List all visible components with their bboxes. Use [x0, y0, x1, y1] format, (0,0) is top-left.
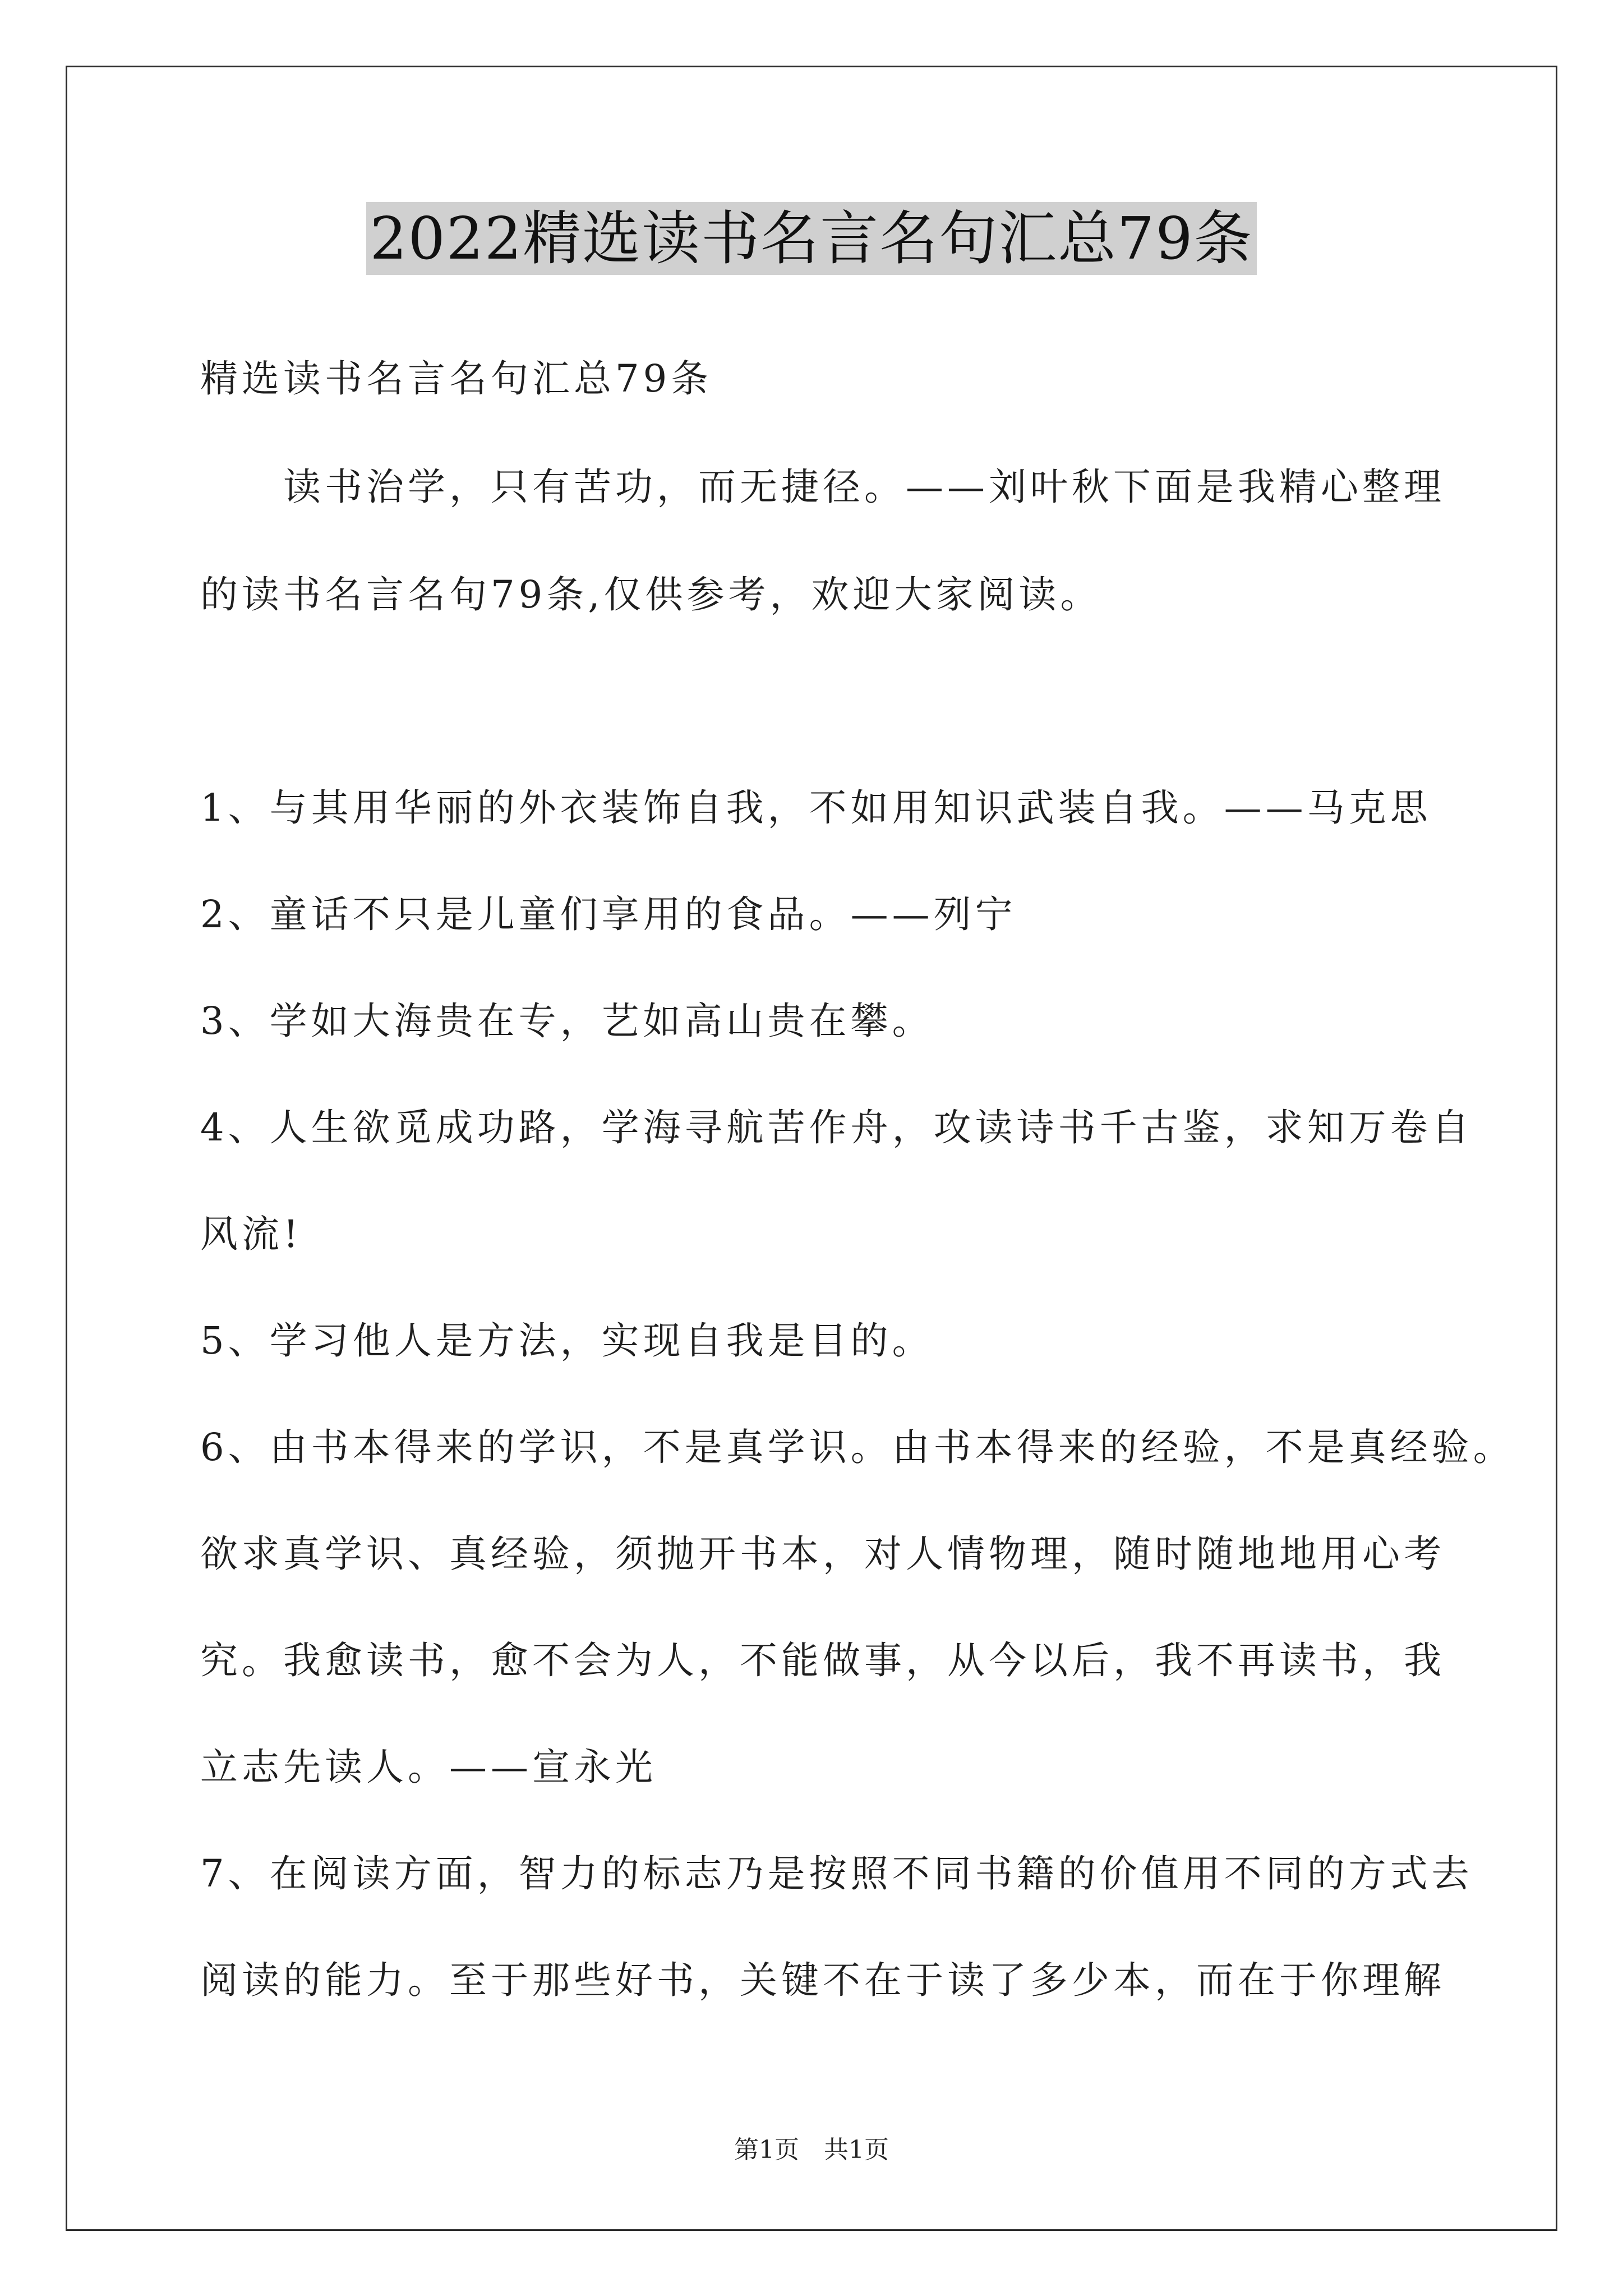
quote-6-line-1: 6、由书本得来的学识，不是真学识。由书本得来的经验，不是真经验。 [200, 1425, 1515, 1469]
intro-line-1: 读书治学，只有苦功，而无捷径。——刘叶秋下面是我精心整理 [200, 465, 1445, 509]
document-title: 2022精选读书名言名句汇总79条 [366, 202, 1256, 275]
quote-1: 1、与其用华丽的外衣装饰自我，不如用知识武装自我。——马克思 [200, 786, 1432, 830]
quote-3: 3、学如大海贵在专，艺如高山贵在攀。 [200, 999, 934, 1043]
page-footer: 第1页 共1页 [734, 2136, 889, 2164]
quote-7-line-2: 阅读的能力。至于那些好书，关键不在于读了多少本，而在于你理解 [200, 1958, 1445, 2002]
quote-6-line-4: 立志先读人。——宣永光 [200, 1745, 657, 1789]
quote-4-line-2: 风流! [200, 1212, 302, 1256]
quote-7-line-1: 7、在阅读方面，智力的标志乃是按照不同书籍的价值用不同的方式去 [200, 1852, 1473, 1895]
title-container [0, 202, 1623, 275]
quote-2: 2、童话不只是儿童们享用的食品。——列宁 [200, 892, 1017, 936]
quote-4-line-1: 4、人生欲觅成功路，学海寻航苦作舟，攻读诗书千古鉴，求知万卷自 [200, 1106, 1473, 1149]
quote-6-line-3: 究。我愈读书，愈不会为人，不能做事，从今以后，我不再读书，我 [200, 1639, 1445, 1682]
intro-line-2: 的读书名言名句79条,仅供参考，欢迎大家阅读。 [200, 573, 1102, 616]
quote-6-line-2: 欲求真学识、真经验，须抛开书本，对人情物理，随时随地地用心考 [200, 1532, 1445, 1576]
subtitle-line: 精选读书名言名句汇总79条 [200, 357, 713, 401]
quote-5: 5、学习他人是方法，实现自我是目的。 [200, 1319, 934, 1363]
